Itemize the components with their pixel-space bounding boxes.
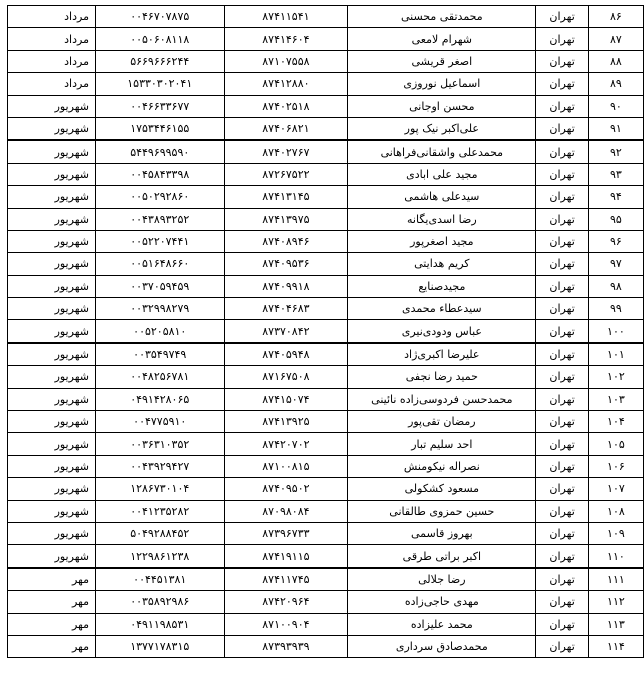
city-cell: تهران	[536, 635, 588, 657]
city-cell: تهران	[536, 117, 588, 140]
name-cell: مجید اصغرپور	[348, 230, 536, 252]
city-cell: تهران	[536, 433, 588, 455]
month-cell: مرداد	[8, 50, 96, 72]
table-row	[8, 455, 644, 477]
city-cell: تهران	[536, 320, 588, 343]
city-cell: تهران	[536, 298, 588, 320]
row-number-cell: ۹۶	[588, 230, 643, 252]
mobile-cell: ۱۲۸۶۷۳۰۱۰۴	[95, 478, 224, 500]
table-row	[8, 28, 644, 50]
month-cell: شهریور	[8, 522, 96, 544]
name-cell: بهروز قاسمی	[348, 522, 536, 544]
phone-cell: ۸۷۴۱۲۸۸۰	[224, 73, 348, 95]
city-cell: تهران	[536, 95, 588, 117]
row-number-cell: ۱۰۶	[588, 455, 643, 477]
city-cell: تهران	[536, 388, 588, 410]
phone-cell: ۸۷۴۱۱۷۴۵	[224, 568, 348, 591]
month-cell: شهریور	[8, 500, 96, 522]
table-row	[8, 298, 644, 320]
row-number-cell: ۱۱۱	[588, 568, 643, 591]
phone-cell: ۸۷۳۹۳۹۳۹	[224, 635, 348, 657]
mobile-cell: ۰۰۵۰۲۹۲۸۶۰	[95, 186, 224, 208]
phone-cell: ۸۷۴۰۲۷۶۷	[224, 140, 348, 163]
row-number-cell: ۱۰۱	[588, 343, 643, 366]
name-cell: مهدی حاجی‌زاده	[348, 591, 536, 613]
name-cell: علیرضا اکبری‌ژاد	[348, 343, 536, 366]
phone-cell: ۸۷۴۰۲۵۱۸	[224, 95, 348, 117]
phone-cell: ۸۷۴۲۰۷۰۲	[224, 433, 348, 455]
row-number-cell: ۱۰۵	[588, 433, 643, 455]
mobile-cell: ۰۰۴۷۷۵۹۱۰	[95, 411, 224, 433]
table-row	[8, 522, 644, 544]
mobile-cell: ۰۰۴۶۷۰۷۸۷۵	[95, 6, 224, 28]
table-row	[8, 73, 644, 95]
mobile-cell: ۰۰۳۷۰۵۹۴۵۹	[95, 275, 224, 297]
table-row	[8, 343, 644, 366]
city-cell: تهران	[536, 522, 588, 544]
mobile-cell: ۰۴۹۱۱۹۸۵۳۱	[95, 613, 224, 635]
table-row	[8, 50, 644, 72]
phone-cell: ۸۷۴۰۵۹۴۸	[224, 343, 348, 366]
row-number-cell: ۱۱۳	[588, 613, 643, 635]
city-cell: تهران	[536, 50, 588, 72]
table-row	[8, 635, 644, 657]
month-cell: مرداد	[8, 28, 96, 50]
row-number-cell: ۱۱۲	[588, 591, 643, 613]
row-number-cell: ۱۰۴	[588, 411, 643, 433]
city-cell: تهران	[536, 591, 588, 613]
row-number-cell: ۱۰۷	[588, 478, 643, 500]
month-cell: شهریور	[8, 163, 96, 185]
table-row	[8, 545, 644, 568]
city-cell: تهران	[536, 366, 588, 388]
city-cell: تهران	[536, 6, 588, 28]
month-cell: مهر	[8, 635, 96, 657]
name-cell: شهرام لامعی	[348, 28, 536, 50]
mobile-cell: ۰۰۴۱۲۳۵۲۸۲	[95, 500, 224, 522]
name-cell: مجید علی ابادی	[348, 163, 536, 185]
city-cell: تهران	[536, 545, 588, 568]
row-number-cell: ۹۳	[588, 163, 643, 185]
name-cell: سیدعطاء محمدی	[348, 298, 536, 320]
phone-cell: ۸۷۳۹۶۷۳۳	[224, 522, 348, 544]
table-row	[8, 208, 644, 230]
mobile-cell: ۰۰۵۰۶۰۸۱۱۸	[95, 28, 224, 50]
mobile-cell: ۵۴۴۹۶۹۹۵۹۰	[95, 140, 224, 163]
phone-cell: ۸۷۰۹۸۰۸۴	[224, 500, 348, 522]
row-number-cell: ۹۵	[588, 208, 643, 230]
name-cell: سیدعلی هاشمی	[348, 186, 536, 208]
table-row	[8, 163, 644, 185]
city-cell: تهران	[536, 343, 588, 366]
row-number-cell: ۱۱۰	[588, 545, 643, 568]
contact-table	[7, 5, 644, 658]
name-cell: اکبر براتی طرقی	[348, 545, 536, 568]
phone-cell: ۸۷۴۰۹۵۰۲	[224, 478, 348, 500]
name-cell: محمدعلی واشقانی‌فراهانی	[348, 140, 536, 163]
city-cell: تهران	[536, 73, 588, 95]
phone-cell: ۸۷۱۶۷۵۰۸	[224, 366, 348, 388]
phone-cell: ۸۷۲۶۷۵۲۲	[224, 163, 348, 185]
row-number-cell: ۹۹	[588, 298, 643, 320]
name-cell: مسعود کشکولی	[348, 478, 536, 500]
city-cell: تهران	[536, 163, 588, 185]
city-cell: تهران	[536, 568, 588, 591]
month-cell: شهریور	[8, 320, 96, 343]
city-cell: تهران	[536, 275, 588, 297]
month-cell: مهر	[8, 613, 96, 635]
month-cell: شهریور	[8, 545, 96, 568]
row-number-cell: ۹۸	[588, 275, 643, 297]
city-cell: تهران	[536, 478, 588, 500]
row-number-cell: ۸۹	[588, 73, 643, 95]
name-cell: محمدحسن فردوسی‌زاده نائینی	[348, 388, 536, 410]
month-cell: شهریور	[8, 275, 96, 297]
month-cell: شهریور	[8, 186, 96, 208]
phone-cell: ۸۷۴۱۹۱۱۵	[224, 545, 348, 568]
mobile-cell: ۰۰۳۲۹۹۸۲۷۹	[95, 298, 224, 320]
city-cell: تهران	[536, 208, 588, 230]
row-number-cell: ۱۰۰	[588, 320, 643, 343]
row-number-cell: ۱۱۴	[588, 635, 643, 657]
name-cell: رضا اسدی‌یگانه	[348, 208, 536, 230]
table-row	[8, 366, 644, 388]
mobile-cell: ۰۰۴۸۲۵۶۷۸۱	[95, 366, 224, 388]
phone-cell: ۸۷۴۱۳۱۴۵	[224, 186, 348, 208]
phone-cell: ۸۷۴۰۹۹۱۸	[224, 275, 348, 297]
name-cell: محمد علیزاده	[348, 613, 536, 635]
table-row	[8, 253, 644, 275]
phone-cell: ۸۷۴۱۵۰۷۴	[224, 388, 348, 410]
phone-cell: ۸۷۱۰۰۸۱۵	[224, 455, 348, 477]
phone-cell: ۸۷۴۰۴۶۸۳	[224, 298, 348, 320]
row-number-cell: ۱۰۹	[588, 522, 643, 544]
phone-cell: ۸۷۴۲۰۹۶۴	[224, 591, 348, 613]
name-cell: حسین حمزوی طالقانی	[348, 500, 536, 522]
month-cell: شهریور	[8, 117, 96, 140]
phone-cell: ۸۷۱۰۷۵۵۸	[224, 50, 348, 72]
table-row	[8, 411, 644, 433]
row-number-cell: ۱۰۲	[588, 366, 643, 388]
mobile-cell: ۱۷۵۳۴۴۶۱۵۵	[95, 117, 224, 140]
table-row	[8, 568, 644, 591]
name-cell: محمدصادق سرداری	[348, 635, 536, 657]
month-cell: شهریور	[8, 298, 96, 320]
table-row	[8, 275, 644, 297]
city-cell: تهران	[536, 28, 588, 50]
table-row	[8, 6, 644, 28]
row-number-cell: ۸۷	[588, 28, 643, 50]
month-cell: شهریور	[8, 343, 96, 366]
table-row	[8, 613, 644, 635]
name-cell: رمضان تقی‌پور	[348, 411, 536, 433]
mobile-cell: ۰۰۴۵۸۴۳۳۹۸	[95, 163, 224, 185]
table-row	[8, 320, 644, 343]
phone-cell: ۸۷۴۱۴۶۰۴	[224, 28, 348, 50]
row-number-cell: ۱۰۸	[588, 500, 643, 522]
month-cell: شهریور	[8, 208, 96, 230]
city-cell: تهران	[536, 253, 588, 275]
city-cell: تهران	[536, 186, 588, 208]
name-cell: کریم هدایتی	[348, 253, 536, 275]
name-cell: محسن اوجانی	[348, 95, 536, 117]
mobile-cell: ۱۳۷۷۱۷۸۳۱۵	[95, 635, 224, 657]
mobile-cell: ۰۰۳۵۴۹۷۴۹	[95, 343, 224, 366]
phone-cell: ۸۷۴۱۳۹۷۵	[224, 208, 348, 230]
mobile-cell: ۱۵۳۳۰۳۰۲۰۴۱	[95, 73, 224, 95]
row-number-cell: ۹۰	[588, 95, 643, 117]
table-row	[8, 95, 644, 117]
name-cell: عباس ودودی‌نیری	[348, 320, 536, 343]
month-cell: شهریور	[8, 140, 96, 163]
table-row	[8, 140, 644, 163]
name-cell: نصراله نیکومنش	[348, 455, 536, 477]
row-number-cell: ۸۶	[588, 6, 643, 28]
month-cell: شهریور	[8, 478, 96, 500]
month-cell: مهر	[8, 568, 96, 591]
mobile-cell: ۰۰۳۶۳۱۰۳۵۲	[95, 433, 224, 455]
phone-cell: ۸۷۴۱۳۹۲۵	[224, 411, 348, 433]
month-cell: مرداد	[8, 6, 96, 28]
phone-cell: ۸۷۴۰۶۸۲۱	[224, 117, 348, 140]
city-cell: تهران	[536, 140, 588, 163]
city-cell: تهران	[536, 230, 588, 252]
row-number-cell: ۹۱	[588, 117, 643, 140]
row-number-cell: ۹۷	[588, 253, 643, 275]
month-cell: شهریور	[8, 433, 96, 455]
month-cell: مهر	[8, 591, 96, 613]
month-cell: شهریور	[8, 253, 96, 275]
mobile-cell: ۰۰۴۶۶۳۳۶۷۷	[95, 95, 224, 117]
city-cell: تهران	[536, 411, 588, 433]
month-cell: شهریور	[8, 366, 96, 388]
phone-cell: ۸۷۳۷۰۸۴۲	[224, 320, 348, 343]
row-number-cell: ۹۲	[588, 140, 643, 163]
row-number-cell: ۸۸	[588, 50, 643, 72]
table-row	[8, 230, 644, 252]
name-cell: اصغر قریشی	[348, 50, 536, 72]
mobile-cell: ۰۰۴۳۹۲۹۴۲۷	[95, 455, 224, 477]
month-cell: شهریور	[8, 230, 96, 252]
mobile-cell: ۰۰۳۵۸۹۲۹۸۶	[95, 591, 224, 613]
month-cell: مرداد	[8, 73, 96, 95]
phone-cell: ۸۷۴۰۸۹۴۶	[224, 230, 348, 252]
contact-table-body	[8, 6, 644, 658]
phone-cell: ۸۷۱۰۰۹۰۴	[224, 613, 348, 635]
mobile-cell: ۰۴۹۱۴۲۸۰۶۵	[95, 388, 224, 410]
mobile-cell: ۵۰۴۹۲۸۸۴۵۲	[95, 522, 224, 544]
mobile-cell: ۱۲۲۹۸۶۱۲۳۸	[95, 545, 224, 568]
table-row	[8, 388, 644, 410]
city-cell: تهران	[536, 455, 588, 477]
phone-cell: ۸۷۴۱۱۵۴۱	[224, 6, 348, 28]
table-row	[8, 433, 644, 455]
name-cell: حمید رضا نجفی	[348, 366, 536, 388]
name-cell: احد سلیم تبار	[348, 433, 536, 455]
city-cell: تهران	[536, 613, 588, 635]
mobile-cell: ۰۰۴۳۸۹۳۲۵۲	[95, 208, 224, 230]
month-cell: شهریور	[8, 455, 96, 477]
table-row	[8, 478, 644, 500]
month-cell: شهریور	[8, 95, 96, 117]
mobile-cell: ۵۶۶۹۶۶۶۲۴۴	[95, 50, 224, 72]
name-cell: مجیدصنایع	[348, 275, 536, 297]
row-number-cell: ۹۴	[588, 186, 643, 208]
table-row	[8, 186, 644, 208]
mobile-cell: ۰۰۵۲۰۵۸۱۰	[95, 320, 224, 343]
table-row	[8, 591, 644, 613]
mobile-cell: ۰۰۴۴۵۱۳۸۱	[95, 568, 224, 591]
row-number-cell: ۱۰۳	[588, 388, 643, 410]
mobile-cell: ۰۰۵۱۶۴۸۶۶۰	[95, 253, 224, 275]
table-row	[8, 117, 644, 140]
month-cell: شهریور	[8, 388, 96, 410]
name-cell: رضا جلالی	[348, 568, 536, 591]
table-row	[8, 500, 644, 522]
phone-cell: ۸۷۴۰۹۵۳۶	[224, 253, 348, 275]
city-cell: تهران	[536, 500, 588, 522]
month-cell: شهریور	[8, 411, 96, 433]
mobile-cell: ۰۰۵۲۲۰۷۴۴۱	[95, 230, 224, 252]
name-cell: محمدتقی محسنی	[348, 6, 536, 28]
name-cell: علی‌اکبر نیک پور	[348, 117, 536, 140]
contact-sheet	[7, 5, 644, 658]
name-cell: اسماعیل نوروزی	[348, 73, 536, 95]
